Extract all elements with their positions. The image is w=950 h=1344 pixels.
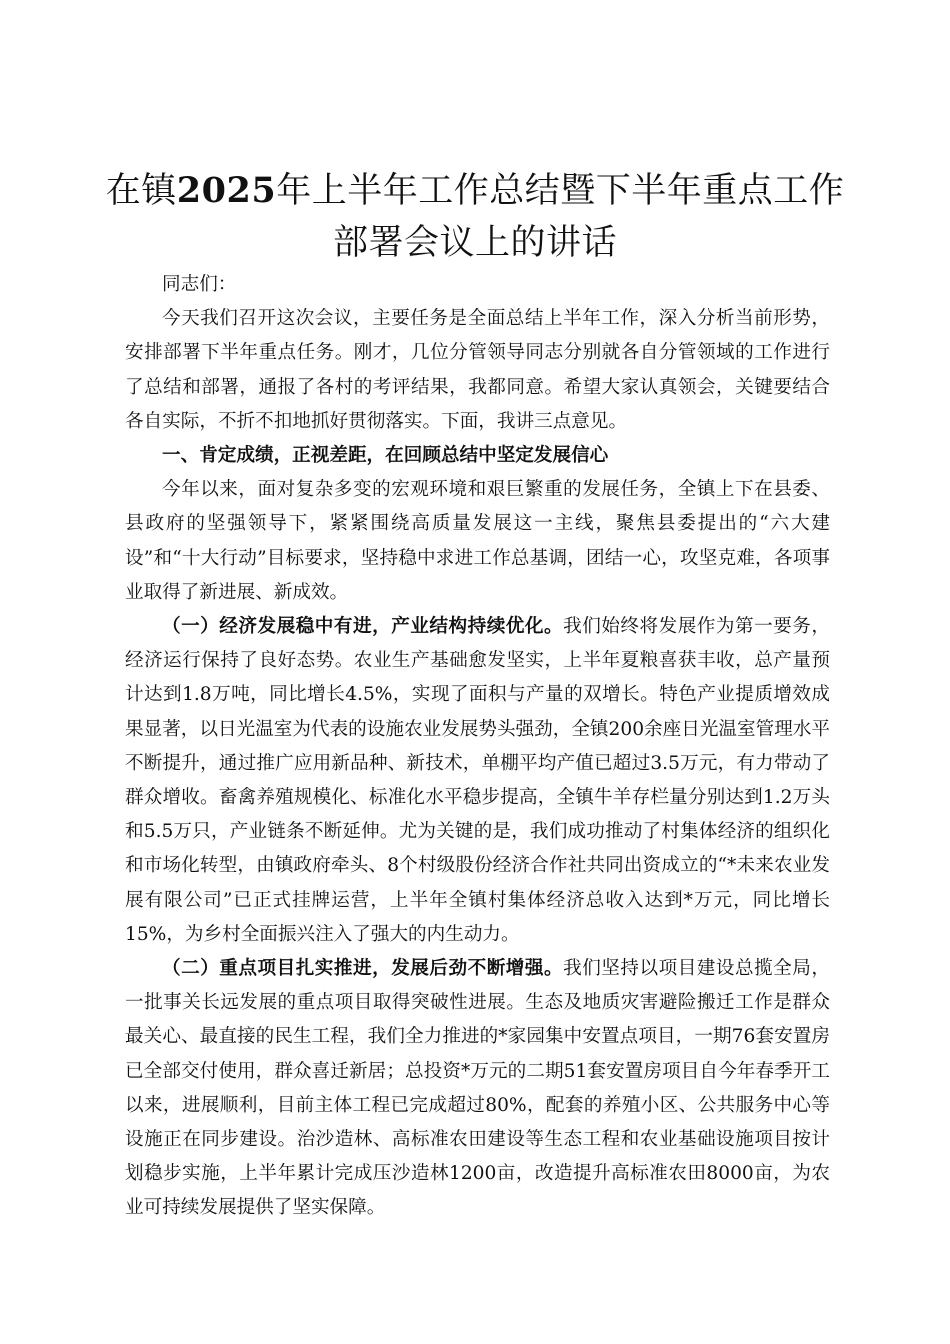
title-year: 2025 xyxy=(176,170,277,211)
document-title xyxy=(100,165,850,269)
paragraph-subsection-projects xyxy=(125,952,830,1226)
section-heading: 一、肯定成绩，正视差距，在回顾总结中坚定发展信心 xyxy=(162,445,609,467)
subsection-body: 我们坚持以项目建设总揽全局，一批事关长远发展的重点项目取得突破性进展。生态及地质灾害避险搬迁工作是群众最关心、最直接的民生工程，我们全力推进的*家园集中安置点项目，一期76套安置房已全部交付使用，群众喜迁新居；总投资*万元的二期51套安置房项目自今年春季开工以来，进展顺利，目前主体工程已完成超过80%，配套的养殖小区、公共服务中心等设施正在同步建设。治沙造林、高标准农田建设等生态工程和农业基础设施项目按计划稳步实施，上半年累计完成压沙造林1200亩，改造提升高标准农田8000亩，为农业可持续发展提供了坚实保障。 xyxy=(125,958,830,1219)
title-prefix: 在镇 xyxy=(105,171,177,211)
subsection-lead: （二）重点项目扎实推进，发展后劲不断增强。 xyxy=(162,958,564,980)
subsection-lead: （一）经济发展稳中有进，产业结构持续优化。 xyxy=(162,616,564,638)
paragraph-intro: 今天我们召开这次会议，主要任务是全面总结上半年工作，深入分析当前形势，安排部署下半年重点任务。刚才，几位分管领导同志分别就各自分管领域的工作进行了总结和部署，通报了各村的考评结果，我都同意。希望大家认真领会，关键要结合各自实际，不折不扣地抓好贯彻落实。下面，我讲三点意见。 xyxy=(125,308,830,432)
document-body xyxy=(125,268,830,1226)
subsection-body: 我们始终将发展作为第一要务，经济运行保持了良好态势。农业生产基础愈发坚实，上半年夏粮喜获丰收，总产量预计达到1.8万吨，同比增长4.5%，实现了面积与产量的双增长。特色产业提质增效成果显著，以日光温室为代表的设施农业发展势头强劲，全镇200余座日光温室管理水平不断提升，通过推广应用新品种、新技术，单棚平均产值已超过3.5万元，有力带动了群众增收。畜禽养殖规模化、标准化水平稳步提高，全镇牛羊存栏量分别达到1.2万头和5.5万只，产业链条不断延伸。尤为关键的是，我们成功推动了村集体经济的组织化和市场化转型，由镇政府牵头、8个村级股份经济合作社共同出资成立的“*未来农业发展有限公司”已正式挂牌运营，上半年全镇村集体经济总收入达到*万元，同比增长15%，为乡村全面振兴注入了强大的内生动力。 xyxy=(125,616,830,945)
salutation: 同志们： xyxy=(162,274,237,295)
paragraph-section-intro: 今年以来，面对复杂多变的宏观环境和艰巨繁重的发展任务，全镇上下在县委、县政府的坚强领导下，紧紧围绕高质量发展这一主线，聚焦县委提出的“六大建设”和“十大行动”目标要求，坚持稳中求进工作总基调，团结一心，攻坚克难，各项事业取得了新进展、新成效。 xyxy=(125,479,830,603)
title-suffix: 年上半年工作总结暨下半年重点工作部署会议上的讲话 xyxy=(276,171,845,263)
paragraph-subsection-economy xyxy=(125,610,830,952)
